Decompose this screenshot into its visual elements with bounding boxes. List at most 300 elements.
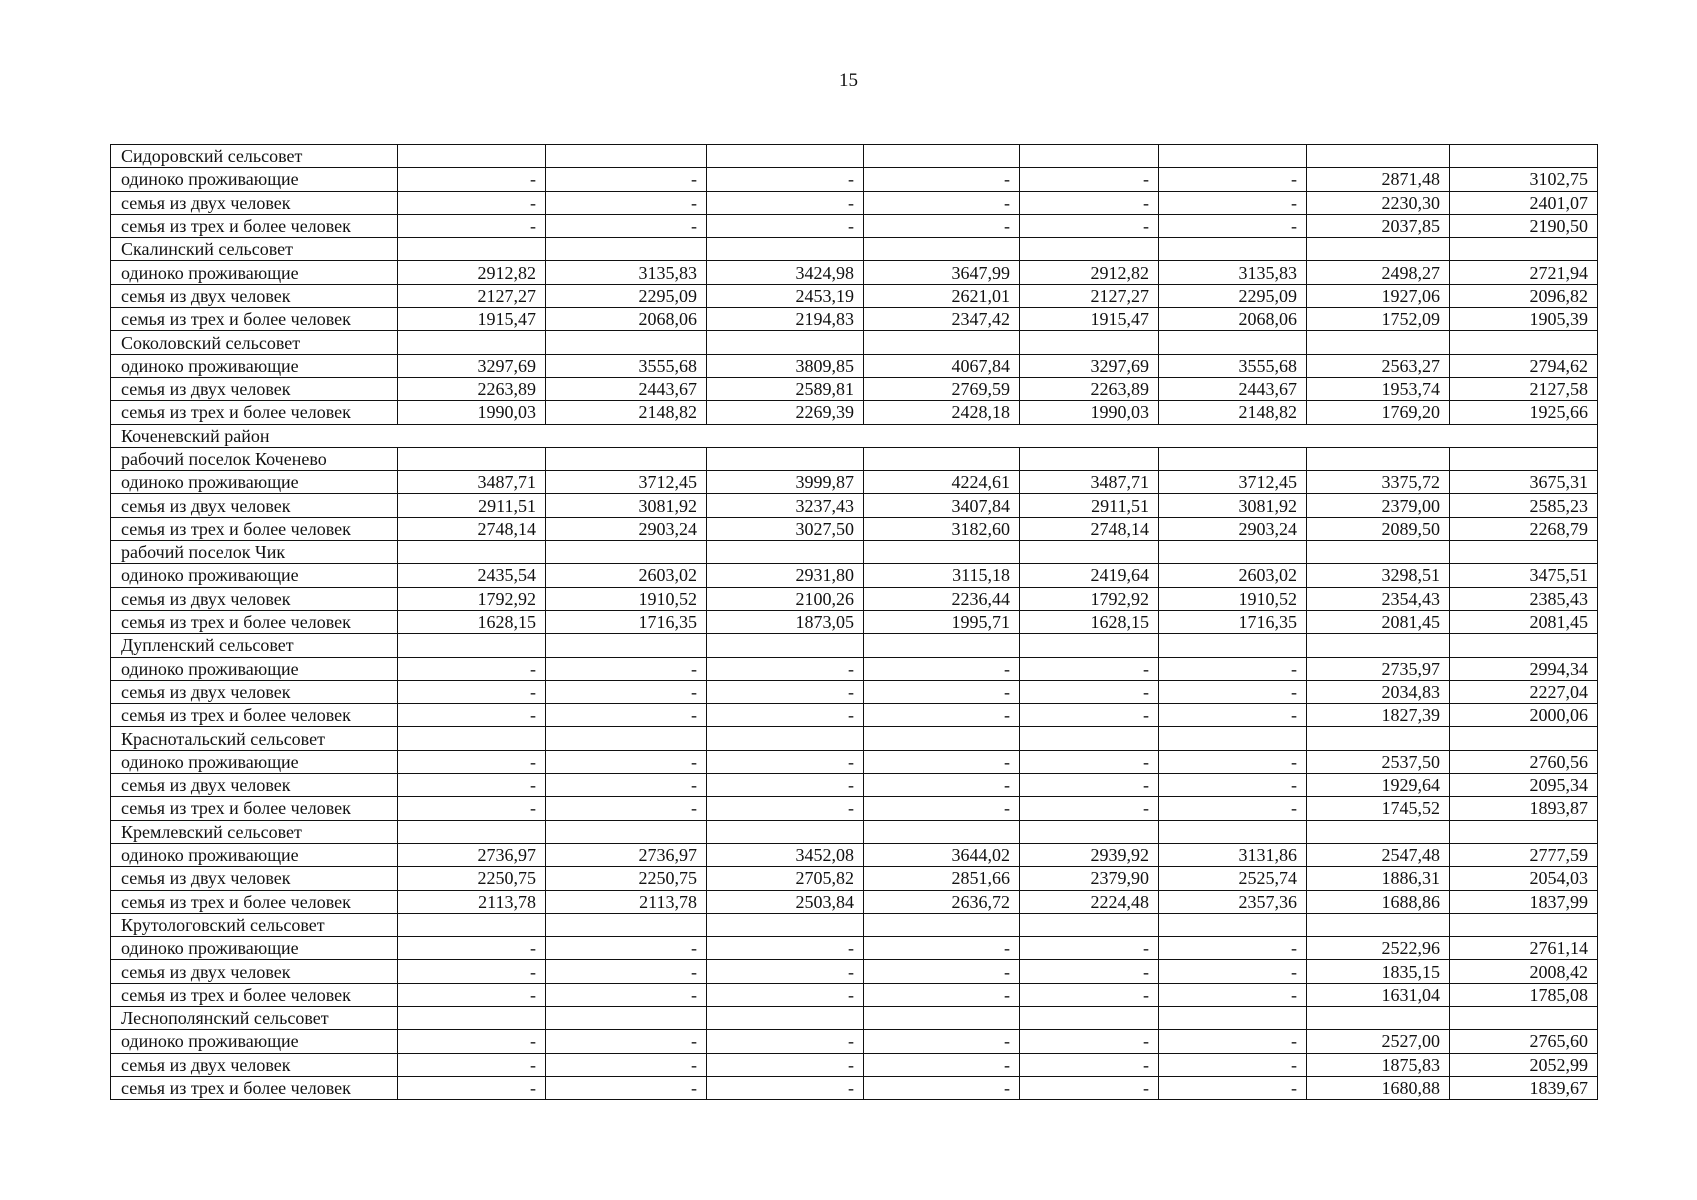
table-row	[111, 960, 1598, 983]
row-label: семья из трех и более человек	[111, 308, 398, 331]
value-cell: -	[398, 680, 546, 703]
value-cell	[707, 145, 864, 168]
value-cell: 2585,23	[1450, 494, 1598, 517]
value-cell: -	[864, 960, 1020, 983]
value-cell: 3375,72	[1307, 471, 1450, 494]
row-label: семья из двух человек	[111, 1053, 398, 1076]
value-cell: -	[864, 168, 1020, 191]
section-name: Сидоровский сельсовет	[111, 145, 398, 168]
value-cell	[864, 424, 1020, 447]
table-row	[111, 564, 1598, 587]
value-cell: 3487,71	[398, 471, 546, 494]
value-cell: 2636,72	[864, 890, 1020, 913]
value-cell: 2236,44	[864, 587, 1020, 610]
value-cell: 2777,59	[1450, 843, 1598, 866]
value-cell	[1307, 145, 1450, 168]
value-cell: 3297,69	[1020, 354, 1159, 377]
value-cell: 1716,35	[546, 610, 707, 633]
value-cell	[1020, 447, 1159, 470]
value-cell: 2385,43	[1450, 587, 1598, 610]
value-cell: -	[1020, 191, 1159, 214]
value-cell	[864, 447, 1020, 470]
value-cell	[1020, 331, 1159, 354]
value-cell: -	[1020, 1076, 1159, 1099]
row-label: семья из двух человек	[111, 587, 398, 610]
value-cell: 2263,89	[1020, 377, 1159, 400]
value-cell: -	[864, 1076, 1020, 1099]
table-row	[111, 401, 1598, 424]
value-cell: -	[707, 680, 864, 703]
value-cell: 2736,97	[398, 843, 546, 866]
value-cell	[1450, 541, 1598, 564]
row-label: одиноко проживающие	[111, 471, 398, 494]
value-cell: 3135,83	[1159, 261, 1307, 284]
value-cell: -	[864, 1053, 1020, 1076]
value-cell: 2127,27	[1020, 284, 1159, 307]
value-cell: 2912,82	[1020, 261, 1159, 284]
value-cell: 2903,24	[546, 517, 707, 540]
value-cell: 2008,42	[1450, 960, 1598, 983]
value-cell: -	[398, 191, 546, 214]
row-label: семья из двух человек	[111, 867, 398, 890]
value-cell: -	[1020, 1053, 1159, 1076]
value-cell: -	[546, 680, 707, 703]
row-label: одиноко проживающие	[111, 750, 398, 773]
value-cell: 2401,07	[1450, 191, 1598, 214]
value-cell: 2748,14	[398, 517, 546, 540]
table-row	[111, 471, 1598, 494]
section-name: Кремлевский сельсовет	[111, 820, 398, 843]
value-cell: -	[546, 750, 707, 773]
value-cell: 3115,18	[864, 564, 1020, 587]
value-cell: 2052,99	[1450, 1053, 1598, 1076]
value-cell: -	[398, 774, 546, 797]
value-cell: -	[546, 983, 707, 1006]
value-cell	[864, 238, 1020, 261]
value-cell: -	[1020, 750, 1159, 773]
value-cell: 2295,09	[1159, 284, 1307, 307]
value-cell	[1307, 331, 1450, 354]
value-cell	[1020, 238, 1159, 261]
value-cell: 3135,83	[546, 261, 707, 284]
value-cell	[707, 1006, 864, 1029]
table-row	[111, 774, 1598, 797]
value-cell: 1837,99	[1450, 890, 1598, 913]
value-cell: 1792,92	[1020, 587, 1159, 610]
value-cell: 2379,90	[1020, 867, 1159, 890]
value-cell	[707, 424, 864, 447]
value-cell	[1159, 238, 1307, 261]
value-cell: 2603,02	[1159, 564, 1307, 587]
row-label: семья из трех и более человек	[111, 214, 398, 237]
value-cell: 2851,66	[864, 867, 1020, 890]
value-cell: -	[707, 797, 864, 820]
value-cell: 1716,35	[1159, 610, 1307, 633]
value-cell: 1927,06	[1307, 284, 1450, 307]
value-cell: 2081,45	[1450, 610, 1598, 633]
value-cell: 2994,34	[1450, 657, 1598, 680]
value-cell: -	[1159, 1030, 1307, 1053]
row-label: одиноко проживающие	[111, 564, 398, 587]
value-cell: 1875,83	[1307, 1053, 1450, 1076]
value-cell: 1835,15	[1307, 960, 1450, 983]
value-cell: 2096,82	[1450, 284, 1598, 307]
value-cell: 3298,51	[1307, 564, 1450, 587]
row-label: семья из двух человек	[111, 680, 398, 703]
value-cell	[1307, 727, 1450, 750]
row-label: одиноко проживающие	[111, 261, 398, 284]
value-cell: -	[864, 214, 1020, 237]
section-header-row	[111, 820, 1598, 843]
value-cell: 2911,51	[398, 494, 546, 517]
page-number: 15	[839, 70, 858, 91]
value-cell: 2034,83	[1307, 680, 1450, 703]
value-cell: 2537,50	[1307, 750, 1450, 773]
table-row	[111, 354, 1598, 377]
value-cell: 1995,71	[864, 610, 1020, 633]
value-cell: -	[546, 797, 707, 820]
value-cell: 1827,39	[1307, 704, 1450, 727]
value-cell: 3081,92	[1159, 494, 1307, 517]
row-label: одиноко проживающие	[111, 843, 398, 866]
value-cell: 2295,09	[546, 284, 707, 307]
value-cell: 2547,48	[1307, 843, 1450, 866]
value-cell: 2443,67	[546, 377, 707, 400]
section-header-row	[111, 727, 1598, 750]
value-cell: -	[546, 657, 707, 680]
value-cell: 2563,27	[1307, 354, 1450, 377]
value-cell: -	[1159, 797, 1307, 820]
value-cell: 1905,39	[1450, 308, 1598, 331]
value-cell	[864, 820, 1020, 843]
value-cell: 2054,03	[1450, 867, 1598, 890]
table-row	[111, 494, 1598, 517]
value-cell	[1159, 424, 1307, 447]
value-cell: 2931,80	[707, 564, 864, 587]
value-cell: -	[546, 960, 707, 983]
value-cell: -	[707, 168, 864, 191]
value-cell	[1307, 1006, 1450, 1029]
value-cell: 4224,61	[864, 471, 1020, 494]
value-cell: -	[398, 1030, 546, 1053]
value-cell: 2428,18	[864, 401, 1020, 424]
value-cell: 1990,03	[398, 401, 546, 424]
section-name: рабочий поселок Чик	[111, 541, 398, 564]
value-cell: 2230,30	[1307, 191, 1450, 214]
value-cell	[1159, 913, 1307, 936]
value-cell	[864, 727, 1020, 750]
value-cell: 2268,79	[1450, 517, 1598, 540]
section-header-row	[111, 145, 1598, 168]
value-cell: 2911,51	[1020, 494, 1159, 517]
value-cell: 2269,39	[707, 401, 864, 424]
value-cell: 3647,99	[864, 261, 1020, 284]
value-cell: 2357,36	[1159, 890, 1307, 913]
row-label: семья из трех и более человек	[111, 517, 398, 540]
row-label: одиноко проживающие	[111, 937, 398, 960]
value-cell	[546, 238, 707, 261]
value-cell	[1159, 331, 1307, 354]
value-cell	[398, 145, 546, 168]
value-cell	[546, 145, 707, 168]
value-cell: -	[864, 983, 1020, 1006]
value-cell: 2435,54	[398, 564, 546, 587]
value-cell	[864, 145, 1020, 168]
value-cell: -	[1020, 214, 1159, 237]
value-cell: 2127,27	[398, 284, 546, 307]
row-label: одиноко проживающие	[111, 657, 398, 680]
value-cell: -	[1020, 960, 1159, 983]
value-cell: 1915,47	[1020, 308, 1159, 331]
value-cell: 2794,62	[1450, 354, 1598, 377]
value-cell: 2000,06	[1450, 704, 1598, 727]
value-cell	[1020, 1006, 1159, 1029]
value-cell: 1910,52	[1159, 587, 1307, 610]
row-label: семья из трех и более человек	[111, 401, 398, 424]
table-row	[111, 867, 1598, 890]
value-cell	[546, 331, 707, 354]
value-cell: -	[1159, 657, 1307, 680]
value-cell	[546, 727, 707, 750]
value-cell: -	[546, 191, 707, 214]
value-cell	[1307, 541, 1450, 564]
value-cell: 1631,04	[1307, 983, 1450, 1006]
value-cell: 3555,68	[546, 354, 707, 377]
value-cell: -	[707, 1076, 864, 1099]
value-cell	[864, 331, 1020, 354]
value-cell	[1307, 424, 1450, 447]
value-cell: 2765,60	[1450, 1030, 1598, 1053]
row-label: семья из трех и более человек	[111, 983, 398, 1006]
value-cell: 2224,48	[1020, 890, 1159, 913]
value-cell	[398, 424, 546, 447]
section-header-row	[111, 447, 1598, 470]
value-cell	[1020, 913, 1159, 936]
value-cell: 3475,51	[1450, 564, 1598, 587]
value-cell: 3644,02	[864, 843, 1020, 866]
section-name: Леснополянский сельсовет	[111, 1006, 398, 1029]
district-header-row	[111, 424, 1598, 447]
table-row	[111, 1076, 1598, 1099]
value-cell: 1628,15	[1020, 610, 1159, 633]
value-cell	[1307, 238, 1450, 261]
row-label: семья из двух человек	[111, 494, 398, 517]
value-cell: 2095,34	[1450, 774, 1598, 797]
value-cell: 2354,43	[1307, 587, 1450, 610]
value-cell: 2603,02	[546, 564, 707, 587]
table-row	[111, 843, 1598, 866]
value-cell: 2522,96	[1307, 937, 1450, 960]
table-row	[111, 680, 1598, 703]
value-cell: 2912,82	[398, 261, 546, 284]
value-cell: 2419,64	[1020, 564, 1159, 587]
value-cell: 2939,92	[1020, 843, 1159, 866]
value-cell: 1792,92	[398, 587, 546, 610]
value-cell: -	[1159, 774, 1307, 797]
row-label: семья из двух человек	[111, 960, 398, 983]
value-cell: -	[1159, 960, 1307, 983]
table-row	[111, 517, 1598, 540]
value-cell: 3424,98	[707, 261, 864, 284]
value-cell: -	[398, 983, 546, 1006]
value-cell: 2760,56	[1450, 750, 1598, 773]
value-cell: 2871,48	[1307, 168, 1450, 191]
value-cell: -	[546, 1030, 707, 1053]
value-cell: -	[398, 168, 546, 191]
value-cell: 1893,87	[1450, 797, 1598, 820]
section-name: Краснотальский сельсовет	[111, 727, 398, 750]
value-cell	[864, 913, 1020, 936]
value-cell: 3182,60	[864, 517, 1020, 540]
table-row	[111, 308, 1598, 331]
value-cell: 2525,74	[1159, 867, 1307, 890]
value-cell	[1450, 145, 1598, 168]
value-cell: -	[707, 750, 864, 773]
row-label: семья из двух человек	[111, 284, 398, 307]
value-cell: 2705,82	[707, 867, 864, 890]
value-cell: -	[1020, 774, 1159, 797]
value-cell: 2148,82	[1159, 401, 1307, 424]
value-cell: 2379,00	[1307, 494, 1450, 517]
value-cell: 2263,89	[398, 377, 546, 400]
value-cell: -	[546, 774, 707, 797]
value-cell: -	[398, 750, 546, 773]
value-cell: 3027,50	[707, 517, 864, 540]
value-cell: -	[864, 680, 1020, 703]
value-cell	[546, 634, 707, 657]
value-cell	[707, 727, 864, 750]
value-cell: 2089,50	[1307, 517, 1450, 540]
value-cell: 1680,88	[1307, 1076, 1450, 1099]
value-cell	[1020, 634, 1159, 657]
table-row	[111, 797, 1598, 820]
value-cell: 2194,83	[707, 308, 864, 331]
value-cell: -	[1020, 168, 1159, 191]
value-cell: -	[1159, 750, 1307, 773]
value-cell	[1450, 331, 1598, 354]
value-cell	[1159, 727, 1307, 750]
section-header-row	[111, 331, 1598, 354]
value-cell: 2721,94	[1450, 261, 1598, 284]
table-row	[111, 214, 1598, 237]
value-cell: -	[1020, 797, 1159, 820]
value-cell: -	[398, 797, 546, 820]
value-cell: -	[1020, 1030, 1159, 1053]
value-cell: -	[707, 937, 864, 960]
row-label: семья из трех и более человек	[111, 704, 398, 727]
value-cell: 1628,15	[398, 610, 546, 633]
value-cell: 1929,64	[1307, 774, 1450, 797]
value-cell: 2621,01	[864, 284, 1020, 307]
section-name: Соколовский сельсовет	[111, 331, 398, 354]
value-cell: 3297,69	[398, 354, 546, 377]
table-row	[111, 890, 1598, 913]
value-cell: -	[1159, 191, 1307, 214]
value-cell: 1953,74	[1307, 377, 1450, 400]
section-header-row	[111, 541, 1598, 564]
value-cell: 2503,84	[707, 890, 864, 913]
value-cell: -	[707, 774, 864, 797]
value-cell	[1450, 634, 1598, 657]
value-cell: -	[398, 1053, 546, 1076]
value-cell	[398, 634, 546, 657]
value-cell: 1925,66	[1450, 401, 1598, 424]
value-cell	[398, 820, 546, 843]
value-cell: -	[1159, 983, 1307, 1006]
value-cell: 3237,43	[707, 494, 864, 517]
table-row	[111, 937, 1598, 960]
value-cell: 1785,08	[1450, 983, 1598, 1006]
value-cell: 2250,75	[546, 867, 707, 890]
value-cell	[398, 913, 546, 936]
value-cell: -	[1159, 680, 1307, 703]
value-cell: -	[546, 168, 707, 191]
value-cell: 3081,92	[546, 494, 707, 517]
section-header-row	[111, 913, 1598, 936]
value-cell: -	[707, 960, 864, 983]
value-cell: -	[1159, 704, 1307, 727]
value-cell	[1020, 424, 1159, 447]
district-name: Коченевский район	[111, 424, 398, 447]
value-cell: 2769,59	[864, 377, 1020, 400]
value-cell: -	[707, 1053, 864, 1076]
value-cell	[864, 634, 1020, 657]
value-cell: -	[1020, 983, 1159, 1006]
value-cell	[1020, 727, 1159, 750]
value-cell	[1307, 447, 1450, 470]
value-cell: 2527,00	[1307, 1030, 1450, 1053]
table-row	[111, 610, 1598, 633]
value-cell: 3712,45	[1159, 471, 1307, 494]
table-body	[111, 145, 1598, 1100]
value-cell: 1915,47	[398, 308, 546, 331]
value-cell: 2148,82	[546, 401, 707, 424]
value-cell	[398, 331, 546, 354]
value-cell	[546, 424, 707, 447]
table-row	[111, 191, 1598, 214]
value-cell	[1307, 820, 1450, 843]
row-label: семья из трех и более человек	[111, 797, 398, 820]
row-label: семья из трех и более человек	[111, 1076, 398, 1099]
section-name: Скалинский сельсовет	[111, 238, 398, 261]
section-name: Крутологовский сельсовет	[111, 913, 398, 936]
value-cell	[1159, 541, 1307, 564]
value-cell	[1159, 145, 1307, 168]
value-cell: -	[1159, 168, 1307, 191]
value-cell: 3999,87	[707, 471, 864, 494]
value-cell	[707, 913, 864, 936]
value-cell: 2227,04	[1450, 680, 1598, 703]
table-row	[111, 983, 1598, 1006]
value-cell: -	[707, 657, 864, 680]
value-cell: 2443,67	[1159, 377, 1307, 400]
value-cell	[1450, 1006, 1598, 1029]
value-cell: 2748,14	[1020, 517, 1159, 540]
value-cell	[1020, 820, 1159, 843]
value-cell	[707, 541, 864, 564]
value-cell: -	[1159, 214, 1307, 237]
table-row	[111, 657, 1598, 680]
row-label: одиноко проживающие	[111, 1030, 398, 1053]
value-cell: 1873,05	[707, 610, 864, 633]
row-label: семья из двух человек	[111, 191, 398, 214]
value-cell: 2736,97	[546, 843, 707, 866]
table-row	[111, 587, 1598, 610]
value-cell: -	[707, 704, 864, 727]
value-cell: 2068,06	[1159, 308, 1307, 331]
value-cell	[1450, 913, 1598, 936]
value-cell: -	[707, 191, 864, 214]
